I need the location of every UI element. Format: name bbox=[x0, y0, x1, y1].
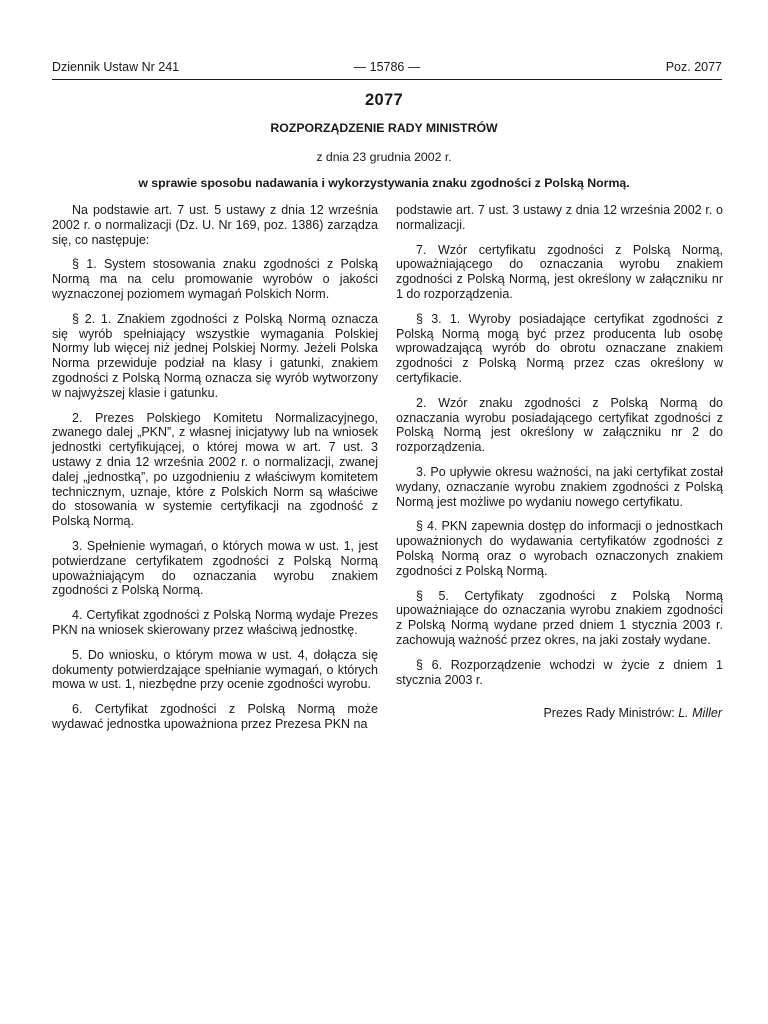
page-header bbox=[52, 60, 722, 76]
document-date: z dnia 23 grudnia 2002 r. bbox=[316, 150, 452, 164]
paragraph: 4. Certyfikat zgodności z Polską Normą wydaje Prezes PKN na wniosek skierowany przez właściwą jednostkę. bbox=[52, 608, 378, 637]
document-subject: w sprawie sposobu nadawania i wykorzystywania znaku zgodności z Polską Normą. bbox=[138, 176, 630, 190]
header-divider bbox=[52, 79, 722, 80]
signature-role: Prezes Rady Ministrów: bbox=[543, 706, 675, 720]
document-title: ROZPORZĄDZENIE RADY MINISTRÓW bbox=[270, 121, 498, 135]
paragraph: 5. Do wniosku, o którym mowa w ust. 4, dołącza się dokumenty potwierdzające spełnianie wymagań, o których mowa w ust. 1, niezbędne przy ocenie zgodności wyrobu. bbox=[52, 647, 378, 692]
position-number: Poz. 2077 bbox=[665, 60, 722, 74]
paragraph: 7. Wzór certyfikatu zgodności z Polską Normą, upoważniającego do oznaczania wyrobu znakiem zgodności z Polską Normą, jest określony w załączniku nr 1 do rozporządzenia. bbox=[396, 242, 723, 301]
paragraph: § 5. Certyfikaty zgodności z Polską Normą upoważniające do oznaczania wyrobu znakiem zgodności z Polską Normą wydane przed dniem 1 stycznia 2003 r. zachowują ważność przez okres, na jaki zostały wydane. bbox=[396, 588, 723, 647]
paragraph: § 6. Rozporządzenie wchodzi w życie z dniem 1 stycznia 2003 r. bbox=[396, 657, 723, 687]
paragraph: 6. Certyfikat zgodności z Polską Normą może wydawać jednostka upoważniona przez Prezesa PKN na bbox=[52, 702, 378, 731]
paragraph: 3. Spełnienie wymagań, o których mowa w ust. 1, jest potwierdzane certyfikatem zgodności z Polską Normą upoważniającym do oznaczania wyrobu znakiem zgodności z Polską Normą. bbox=[52, 538, 378, 598]
paragraph: § 4. PKN zapewnia dostęp do informacji o jednostkach upoważnionych do wydawania certyfikatów zgodności z Polską Normą oraz o wyrobach oznaczonych znakiem zgodności z Polską Normą. bbox=[396, 519, 723, 578]
paragraph: Na podstawie art. 7 ust. 5 ustawy z dnia 12 września 2002 r. o normalizacji (Dz. U. Nr 169, poz. 1386) zarządza się, co następuje: bbox=[52, 203, 378, 247]
paragraph: § 2. 1. Znakiem zgodności z Polską Normą oznacza się wyrób spełniający wszystkie wymagania Polskiej Normy lub więcej niż jednej Polskiej Normy. Jeżeli Polska Norma przewiduje podział na klasy i gatunki, znakiem zgodności z Polską Normą oznacza się wyrób wytworzony w najwyższej klasie i gatunku. bbox=[52, 311, 378, 400]
journal-name: Dziennik Ustaw Nr 241 bbox=[52, 60, 180, 74]
paragraph: § 3. 1. Wyroby posiadające certyfikat zgodności z Polską Normą mogą być przez producenta lub osobę wprowadzającą wyrób do obrotu oznaczane znakiem zgodności z Polską Normą przez czas określony w certyfikacie. bbox=[396, 311, 723, 385]
paragraph: podstawie art. 7 ust. 3 ustawy z dnia 12 września 2002 r. o normalizacji. bbox=[396, 203, 723, 232]
page-number: — 15786 — bbox=[353, 60, 421, 74]
paragraph: 2. Prezes Polskiego Komitetu Normalizacyjnego, zwanego dalej „PKN”, z własnej inicjatywy lub na wniosek jednostki certyfikującej, o której mowa w art. 7 ust. 3 ustawy z dnia 12 września 2002 r. o normalizacji, zwanej dalej „jednostką”, po uzgodnieniu z właściwym komitetem technicznym, uznaje, które z Polskich Norm są właściwe do stosowania w systemie certyfikacji na zgodność z Polską Normą. bbox=[52, 410, 378, 529]
paragraph: 3. Po upływie okresu ważności, na jaki certyfikat został wydany, oznaczanie wyrobu znakiem zgodności z Polską Normą jest możliwe po wydaniu nowego certyfikatu. bbox=[396, 464, 723, 509]
paragraph: 2. Wzór znaku zgodności z Polską Normą do oznaczania wyrobu posiadającego certyfikat zgodności z Polską Normą jest określony w załączniku nr 2 do rozporządzenia. bbox=[396, 395, 723, 455]
signature-name: L. Miller bbox=[678, 706, 722, 720]
document-number: 2077 bbox=[365, 91, 403, 109]
paragraph: § 1. System stosowania znaku zgodności z Polską Normą ma na celu promowanie wyrobów o jakości wyznaczonej poziomem wymagań Polskich Norm. bbox=[52, 257, 378, 301]
right-column bbox=[396, 203, 723, 697]
signature bbox=[543, 706, 722, 720]
left-column bbox=[52, 203, 378, 742]
